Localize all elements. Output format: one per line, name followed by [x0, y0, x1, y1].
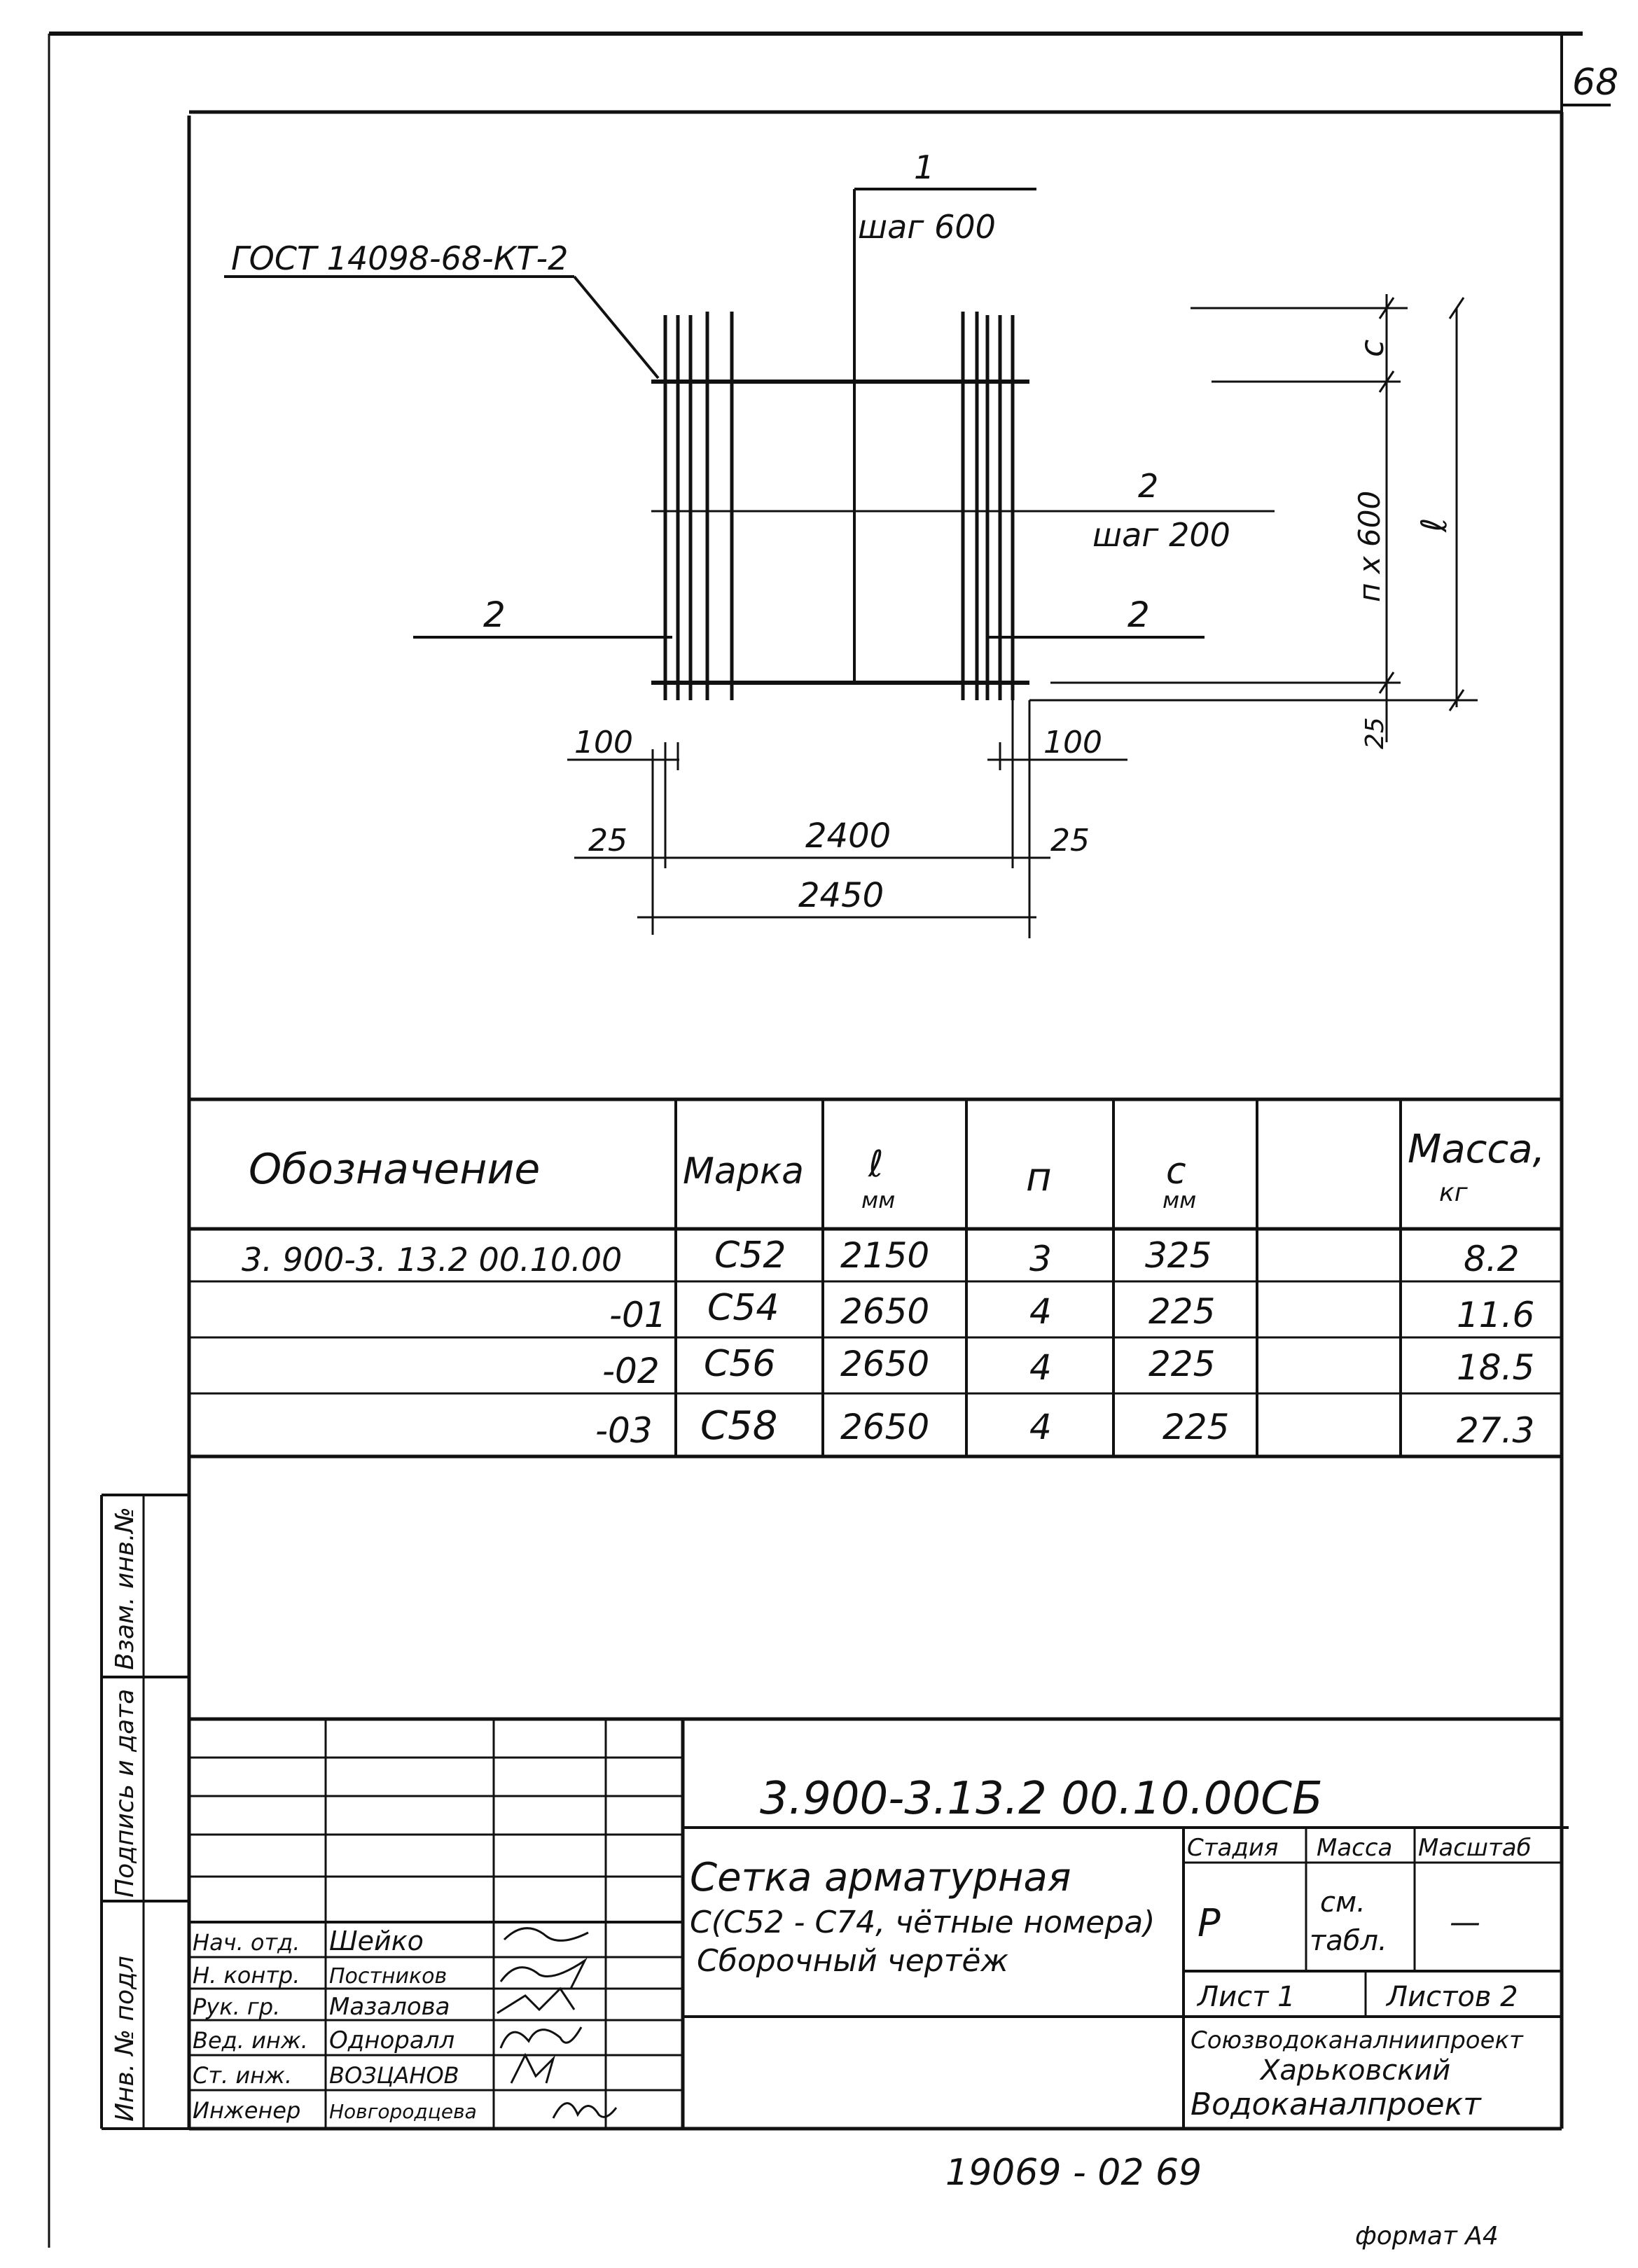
staff-row	[193, 2097, 616, 2124]
staff-signature	[501, 1961, 585, 1989]
pos1-number: 1	[914, 148, 935, 186]
footer-format: формат А4	[1355, 2222, 1499, 2250]
row-l: 2650	[840, 1291, 930, 1332]
row-designation: -01	[609, 1295, 667, 1335]
row-c: 225	[1162, 1407, 1230, 1447]
row-mark: С52	[714, 1234, 786, 1276]
header-mark: Марка	[683, 1150, 805, 1192]
staff-row	[193, 2026, 581, 2054]
sheet-label: Лист 1	[1198, 1981, 1296, 2013]
org-line1: Союзводоканалниипроект	[1191, 2026, 1523, 2054]
dim-25-left: 25	[588, 823, 627, 858]
row-mass: 27.3	[1457, 1410, 1535, 1451]
staff-row	[193, 2055, 553, 2089]
dim-2400: 2400	[805, 816, 891, 856]
staff-name: Шейко	[329, 1926, 424, 1956]
dim-c: с	[1353, 339, 1391, 357]
pos2-number: 2	[1138, 467, 1159, 505]
doc-name-line3: Сборочный чертёж	[697, 1943, 1009, 1979]
doc-code: 3.900-3.13.2 00.10.00СБ	[760, 1773, 1323, 1825]
row-designation: 3. 900-3. 13.2 00.10.00	[242, 1241, 623, 1279]
masshtab-value: —	[1450, 1905, 1480, 1940]
pos2-step: шаг 200	[1092, 516, 1230, 554]
stadia-label: Стадия	[1187, 1834, 1279, 1862]
row-c: 225	[1148, 1291, 1216, 1332]
table-row	[595, 1403, 1534, 1451]
staff-signature	[511, 2055, 553, 2083]
staff-signature	[501, 2027, 581, 2048]
row-n: 4	[1029, 1347, 1052, 1388]
row-mass: 18.5	[1457, 1347, 1535, 1388]
header-l-unit: мм	[861, 1187, 896, 1213]
pos2-left: 2	[483, 594, 506, 635]
pos1-step: шаг 600	[858, 208, 996, 246]
massa-label: Масса	[1317, 1834, 1393, 1862]
row-designation: -02	[602, 1351, 660, 1391]
header-l: ℓ	[868, 1143, 884, 1185]
row-c: 325	[1145, 1235, 1212, 1276]
staff-role: Ст. инж.	[193, 2062, 293, 2089]
staff-name: Постников	[329, 1964, 447, 1989]
dim-2450: 2450	[798, 876, 884, 915]
org-line2: Харьковский	[1261, 2054, 1451, 2087]
dim-25-right2: 25	[1050, 823, 1090, 858]
doc-name-line1: Сетка арматурная	[690, 1855, 1071, 1900]
org-line3: Водоканалпроект	[1191, 2087, 1481, 2122]
header-mass: Масса,	[1408, 1127, 1546, 1172]
side-label-vzam: Взам. инв.№	[111, 1507, 139, 1670]
gost-label: ГОСТ 14098-68-КТ-2	[231, 239, 569, 277]
row-mass: 11.6	[1457, 1295, 1535, 1335]
staff-role: Нач. отд.	[193, 1929, 300, 1956]
row-l: 2650	[840, 1344, 930, 1384]
table-row	[609, 1287, 1534, 1335]
massa-value-line2: табл.	[1310, 1925, 1387, 1957]
row-n: 3	[1029, 1239, 1052, 1279]
header-designation: Обозначение	[249, 1145, 541, 1194]
row-designation: -03	[595, 1410, 653, 1451]
row-c: 225	[1148, 1344, 1216, 1384]
staff-row	[193, 1961, 585, 1989]
row-n: 4	[1029, 1407, 1052, 1447]
table-row	[242, 1234, 1520, 1279]
table-row	[602, 1343, 1534, 1391]
header-c-unit: мм	[1162, 1187, 1197, 1213]
pos2-right: 2	[1127, 594, 1150, 635]
staff-row	[193, 1989, 574, 2021]
staff-name: Одноралл	[329, 2026, 455, 2054]
staff-name: Мазалова	[329, 1993, 450, 2021]
dim-n600: п x 600	[1352, 490, 1387, 602]
dim-l: ℓ	[1414, 517, 1455, 532]
dim-100-right: 100	[1043, 725, 1102, 760]
side-label-podpis: Подпись и дата	[111, 1688, 139, 1898]
row-mark: С56	[704, 1343, 776, 1385]
masshtab-label: Масштаб	[1418, 1834, 1532, 1862]
stadia-value: Р	[1198, 1901, 1221, 1945]
staff-role: Рук. гр.	[193, 1994, 281, 2020]
row-mass: 8.2	[1464, 1239, 1520, 1279]
staff-row	[193, 1926, 588, 1956]
row-mark: С54	[707, 1287, 779, 1329]
sheet-number: 68	[1572, 62, 1619, 104]
staff-role: Вед. инж.	[193, 2027, 308, 2054]
staff-signature	[504, 1928, 588, 1941]
footer-number: 19069 - 02 69	[945, 2152, 1202, 2194]
staff-signature	[497, 1989, 574, 2013]
massa-value-line1: см.	[1320, 1886, 1366, 1919]
header-c: с	[1166, 1150, 1186, 1192]
row-l: 2150	[840, 1235, 930, 1276]
staff-name: Новгородцева	[329, 2100, 477, 2123]
row-n: 4	[1029, 1291, 1052, 1332]
row-l: 2650	[840, 1407, 930, 1447]
dim-25-right: 25	[1361, 717, 1389, 749]
staff-role: Инженер	[193, 2097, 301, 2124]
header-mass-unit: кг	[1439, 1178, 1468, 1207]
side-label-inv: Инв. № подл	[111, 1956, 139, 2122]
doc-name-line2: С(С52 - С74, чётные номера)	[690, 1905, 1155, 1940]
row-mark: С58	[700, 1403, 778, 1449]
header-n: п	[1026, 1155, 1052, 1200]
dim-100-left: 100	[574, 725, 633, 760]
staff-role: Н. контр.	[193, 1962, 300, 1989]
sheets-total-label: Листов 2	[1387, 1981, 1518, 2013]
staff-name: ВОЗЦАНОВ	[329, 2062, 459, 2089]
